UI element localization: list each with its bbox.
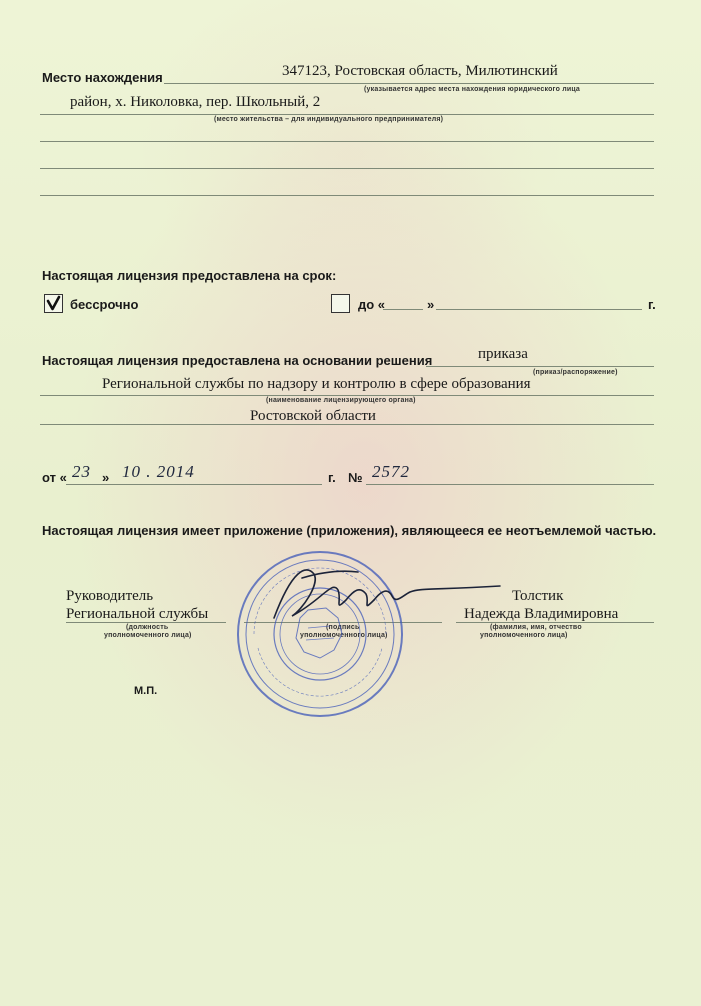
blank-line-2 <box>40 168 654 169</box>
location-label: Место нахождения <box>42 70 163 85</box>
signature-hint-2: уполномоченного лица) <box>300 632 388 639</box>
unlimited-label: бессрочно <box>70 297 139 312</box>
position-line-1: Руководитель <box>66 588 154 604</box>
name-hint-1: (фамилия, имя, отчество <box>490 624 582 631</box>
until-day-line <box>383 309 423 310</box>
number-line <box>366 484 654 485</box>
date-prefix: от « <box>42 470 67 485</box>
location-hint-1: (указывается адрес места нахождения юридического лица <box>364 86 581 93</box>
name-hint-2: уполномоченного лица) <box>480 632 568 639</box>
checkmark-icon <box>45 295 62 312</box>
blank-line-1 <box>40 141 654 142</box>
unlimited-checkbox <box>44 294 63 313</box>
location-hint-2: (место жительства – для индивидуального предпринимателя) <box>214 116 444 123</box>
handwritten-signature-icon <box>262 560 502 630</box>
until-close: » <box>427 297 435 312</box>
appendix-text: Настоящая лицензия имеет приложение (приложения), являющееся ее неотъемлемой частью. <box>42 523 657 538</box>
number-prefix: № <box>348 470 363 485</box>
location-value-1: 347123, Ростовская область, Милютинский <box>282 63 558 79</box>
decision-type-value: приказа <box>478 346 528 362</box>
organ-value-2: Ростовской области <box>250 408 376 424</box>
until-prefix: до « <box>358 297 386 312</box>
number-value: 2572 <box>372 462 410 481</box>
date-line <box>66 484 322 485</box>
blank-line-3 <box>40 195 654 196</box>
location-value-2: район, х. Николовка, пер. Школьный, 2 <box>70 94 321 110</box>
until-year: г. <box>648 297 656 312</box>
date-month-year: 10 . 2014 <box>122 462 195 481</box>
seal-label: М.П. <box>134 685 158 697</box>
position-line <box>66 622 226 623</box>
location-line-1 <box>164 83 654 84</box>
organ-line-1 <box>40 395 654 396</box>
basis-heading: Настоящая лицензия предоставлена на основании решения <box>42 353 433 368</box>
name-line-1: Толстик <box>512 588 564 604</box>
location-line-2 <box>40 114 654 115</box>
decision-type-hint: (приказ/распоряжение) <box>533 369 618 376</box>
until-checkbox <box>331 294 350 313</box>
date-year-suffix: г. <box>328 470 336 485</box>
position-hint-2: уполномоченного лица) <box>104 632 192 639</box>
position-line-2: Региональной службы <box>66 606 209 622</box>
organ-value-1: Региональной службы по надзору и контролю в сфере образования <box>102 376 531 392</box>
name-line-2: Надежда Владимировна <box>464 606 619 622</box>
date-day: 23 <box>72 462 91 481</box>
position-hint-1: (должность <box>126 624 169 631</box>
decision-type-line <box>426 366 654 367</box>
term-heading: Настоящая лицензия предоставлена на срок: <box>42 268 337 283</box>
date-close: » <box>102 470 110 485</box>
until-date-line <box>436 309 642 310</box>
signature-hint-1: (подпись <box>326 624 360 631</box>
organ-hint: (наименование лицензирующего органа) <box>266 397 416 404</box>
